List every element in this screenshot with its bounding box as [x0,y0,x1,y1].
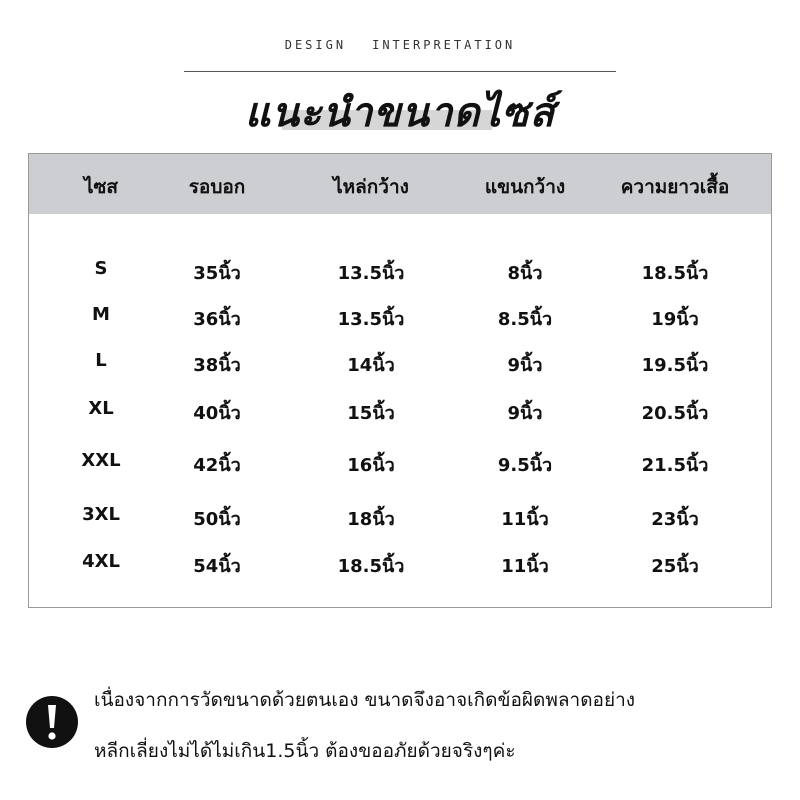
exclamation-icon [26,696,78,748]
cell-sleeve: 9.5นิ้ว [497,455,553,476]
cell-length: 20.5นิ้ว [641,403,709,424]
cell-chest: 50นิ้ว [193,509,241,530]
col-header-shoulder: ไหล่กว้าง [333,176,409,198]
eyebrow-word-design: DESIGN [284,38,347,52]
cell-length: 21.5นิ้ว [641,455,709,476]
cell-size: XL [88,398,114,419]
cell-sleeve: 11นิ้ว [501,556,549,577]
eyebrow-word-interpretation: INTERPRETATION [372,38,516,52]
cell-chest: 38นิ้ว [193,355,241,376]
cell-shoulder: 18นิ้ว [347,509,395,530]
notice-line-2: หลีกเลี่ยงไม่ได้ไม่เกิน1.5นิ้ว ต้องขออภัยด้วยจริงๆค่ะ [94,740,516,762]
cell-length: 19นิ้ว [651,309,699,330]
cell-shoulder: 13.5นิ้ว [337,309,405,330]
cell-size: S [94,258,108,279]
cell-sleeve: 9นิ้ว [507,403,543,424]
cell-size: L [95,350,107,371]
cell-length: 18.5นิ้ว [641,263,709,284]
cell-size: XXL [81,450,121,471]
size-table-header [29,154,771,214]
col-header-size: ไซส [83,176,119,198]
cell-shoulder: 16นิ้ว [347,455,395,476]
cell-shoulder: 13.5นิ้ว [337,263,405,284]
cell-size: 3XL [82,504,120,525]
col-header-chest: รอบอก [188,176,246,198]
cell-length: 25นิ้ว [651,556,699,577]
eyebrow-text [0,38,800,52]
col-header-sleeve: แขนกว้าง [484,176,566,198]
cell-length: 19.5นิ้ว [641,355,709,376]
cell-chest: 40นิ้ว [193,403,241,424]
header-divider [184,71,616,72]
page-title: แนะนำขนาดไซส์ [244,90,556,136]
cell-sleeve: 11นิ้ว [501,509,549,530]
cell-chest: 42นิ้ว [193,455,241,476]
cell-shoulder: 15นิ้ว [347,403,395,424]
cell-size: 4XL [82,551,120,572]
cell-chest: 35นิ้ว [193,263,241,284]
cell-length: 23นิ้ว [651,509,699,530]
page-title-block [0,80,800,136]
size-table [28,153,772,608]
notice-line-1: เนื่องจากการวัดขนาดด้วยตนเอง ขนาดจึงอาจเกิดข้อผิดพลาดอย่าง [94,689,636,711]
cell-chest: 54นิ้ว [193,556,241,577]
cell-size: M [92,304,110,325]
cell-sleeve: 8นิ้ว [507,263,543,284]
cell-shoulder: 18.5นิ้ว [337,556,405,577]
cell-sleeve: 8.5นิ้ว [497,309,553,330]
cell-chest: 36นิ้ว [193,309,241,330]
col-header-length: ความยาวเสื้อ [620,176,730,198]
cell-sleeve: 9นิ้ว [507,355,543,376]
cell-shoulder: 14นิ้ว [347,355,395,376]
